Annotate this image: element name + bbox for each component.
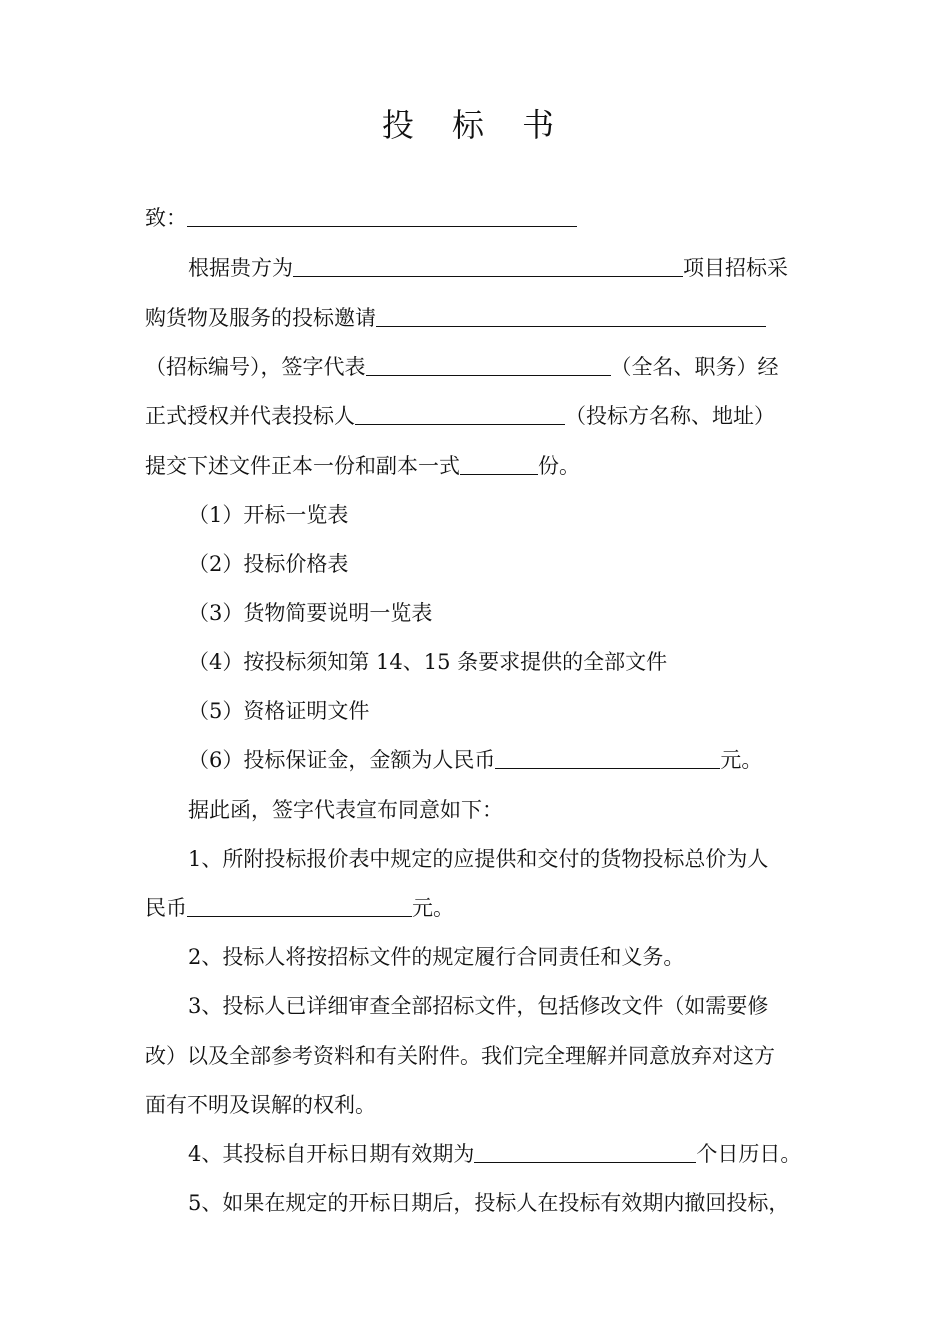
clause3-line1: 3、投标人已详细审查全部招标文件，包括修改文件（如需要修 [188, 994, 769, 1018]
clause2: 2、投标人将按招标文件的规定履行合同责任和义务。 [188, 945, 685, 969]
para1-text: 提交下述文件正本一份和副本一式 [145, 454, 460, 478]
para1-line3 [145, 353, 779, 381]
addressee-blank[interactable] [187, 204, 577, 227]
signatory-blank[interactable] [366, 353, 611, 376]
para1-text: 购货物及服务的投标邀请 [145, 306, 376, 330]
addressee-line [145, 204, 577, 232]
bidder-blank[interactable] [355, 402, 565, 425]
clause1-text: 民币 [145, 896, 187, 920]
clause3-line2: 改）以及全部参考资料和有关附件。我们完全理解并同意放弃对这方 [145, 1044, 775, 1068]
clause4-text: 个日历日。 [696, 1142, 802, 1166]
para1-line2 [145, 304, 766, 332]
clause3-line3: 面有不明及误解的权利。 [145, 1093, 376, 1117]
para1-text: （招标编号），签字代表 [145, 355, 366, 379]
document-title: 投 标 书 [381, 106, 569, 144]
para1-text: 份。 [538, 454, 580, 478]
clause4 [188, 1140, 801, 1168]
copies-blank[interactable] [460, 452, 538, 475]
clause1-line2 [145, 894, 454, 922]
para1-line4 [145, 402, 775, 430]
deposit-text: （6）投标保证金，金额为人民币 [188, 748, 496, 772]
clause1-text: 元。 [412, 896, 454, 920]
para1-text: 正式授权并代表投标人 [145, 404, 355, 428]
validity-days-blank[interactable] [474, 1140, 696, 1163]
project-name-blank[interactable] [293, 254, 683, 277]
list-item: （5）资格证明文件 [188, 699, 370, 723]
list-item: （4）按投标须知第 14、15 条要求提供的全部文件 [188, 650, 668, 674]
list-item-deposit [188, 746, 762, 774]
clause4-text: 4、其投标自开标日期有效期为 [188, 1142, 475, 1166]
para1-text: （投标方名称、地址） [565, 404, 775, 428]
para1-text: 根据贵方为 [188, 256, 293, 280]
para1-text: 项目招标采 [683, 256, 788, 280]
agreement-intro: 据此函，签字代表宣布同意如下： [188, 798, 503, 822]
list-item: （1）开标一览表 [188, 503, 349, 527]
list-item: （3）货物简要说明一览表 [188, 601, 433, 625]
para1-line1 [188, 254, 788, 282]
list-item: （2）投标价格表 [188, 552, 349, 576]
total-price-blank[interactable] [187, 894, 412, 917]
deposit-text: 元。 [720, 748, 763, 772]
para1-text: （全名、职务）经 [610, 355, 779, 379]
deposit-amount-blank[interactable] [495, 746, 720, 769]
addressee-label: 致： [145, 206, 187, 230]
invitation-blank[interactable] [376, 304, 766, 327]
clause1-line1: 1、所附投标报价表中规定的应提供和交付的货物投标总价为人 [188, 847, 769, 871]
clause5-line1: 5、如果在规定的开标日期后，投标人在投标有效期内撤回投标， [188, 1191, 790, 1215]
para1-line5 [145, 452, 580, 480]
